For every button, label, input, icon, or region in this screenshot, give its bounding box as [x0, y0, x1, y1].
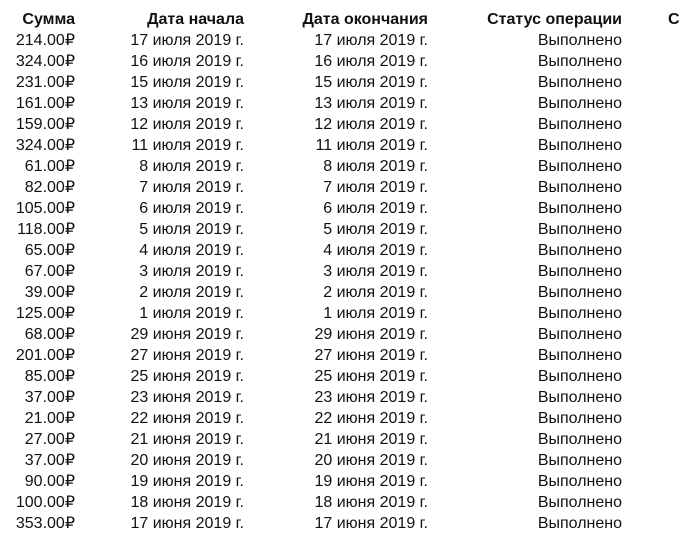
table-row[interactable]: [0, 114, 677, 135]
column-header-status[interactable]: Статус операции: [487, 11, 622, 28]
cell-amount: 159.00₽: [15, 116, 75, 133]
cell-end-date: 13 июля 2019 г.: [314, 95, 428, 112]
cell-start-date: 16 июля 2019 г.: [130, 53, 244, 70]
cell-start-date: 1 июля 2019 г.: [139, 305, 244, 322]
cell-status: Выполнено: [537, 284, 622, 301]
cell-status: Выполнено: [537, 74, 622, 91]
cell-end-date: 12 июля 2019 г.: [314, 116, 428, 133]
cell-start-date: 5 июля 2019 г.: [139, 221, 244, 238]
cell-amount: 37.00₽: [24, 452, 75, 469]
cell-start-date: 23 июня 2019 г.: [130, 389, 244, 406]
cell-status: Выполнено: [537, 53, 622, 70]
cell-end-date: 25 июня 2019 г.: [314, 368, 428, 385]
cell-start-date: 21 июня 2019 г.: [130, 431, 244, 448]
cell-amount: 353.00₽: [15, 515, 75, 532]
cell-start-date: 11 июля 2019 г.: [131, 137, 244, 154]
cell-status: Выполнено: [537, 368, 622, 385]
cell-start-date: 29 июня 2019 г.: [130, 326, 244, 343]
cell-amount: 37.00₽: [24, 389, 75, 406]
cell-end-date: 7 июля 2019 г.: [323, 179, 428, 196]
cell-amount: 85.00₽: [24, 368, 75, 385]
cell-start-date: 7 июля 2019 г.: [139, 179, 244, 196]
cell-end-date: 17 июня 2019 г.: [314, 515, 428, 532]
cell-amount: 65.00₽: [24, 242, 75, 259]
cell-end-date: 6 июля 2019 г.: [323, 200, 428, 217]
table-row[interactable]: [0, 177, 677, 198]
cell-start-date: 6 июля 2019 г.: [139, 200, 244, 217]
cell-amount: 161.00₽: [15, 95, 75, 112]
table-row[interactable]: [0, 51, 677, 72]
table-row[interactable]: [0, 492, 677, 513]
operations-table: [0, 9, 680, 534]
cell-start-date: 17 июня 2019 г.: [130, 515, 244, 532]
cell-start-date: 8 июля 2019 г.: [139, 158, 244, 175]
cell-end-date: 21 июня 2019 г.: [314, 431, 428, 448]
cell-status: Выполнено: [537, 473, 622, 490]
cell-end-date: 18 июня 2019 г.: [314, 494, 428, 511]
table-row[interactable]: [0, 345, 677, 366]
cell-status: Выполнено: [537, 32, 622, 49]
cell-amount: 39.00₽: [24, 284, 75, 301]
table-row[interactable]: [0, 282, 677, 303]
table-row[interactable]: [0, 72, 677, 93]
table-row[interactable]: [0, 135, 677, 156]
cell-status: Выполнено: [537, 116, 622, 133]
cell-status: Выполнено: [537, 494, 622, 511]
cell-status: Выполнено: [537, 200, 622, 217]
cell-amount: 118.00₽: [17, 221, 75, 238]
cell-status: Выполнено: [537, 158, 622, 175]
cell-status: Выполнено: [537, 95, 622, 112]
cell-status: Выполнено: [537, 389, 622, 406]
cell-amount: 82.00₽: [24, 179, 75, 196]
table-row[interactable]: [0, 408, 677, 429]
cell-start-date: 19 июня 2019 г.: [130, 473, 244, 490]
column-header-end-date[interactable]: Дата окончания: [302, 11, 428, 28]
cell-start-date: 12 июля 2019 г.: [130, 116, 244, 133]
cell-end-date: 8 июля 2019 г.: [323, 158, 428, 175]
table-row[interactable]: [0, 450, 677, 471]
table-row[interactable]: [0, 366, 677, 387]
table-row[interactable]: [0, 240, 677, 261]
cell-start-date: 2 июля 2019 г.: [139, 284, 244, 301]
cell-end-date: 19 июня 2019 г.: [314, 473, 428, 490]
table-row[interactable]: [0, 30, 677, 51]
column-header-amount[interactable]: Сумма: [22, 11, 75, 28]
table-row[interactable]: [0, 198, 677, 219]
cell-end-date: 22 июня 2019 г.: [314, 410, 428, 427]
cell-start-date: 15 июля 2019 г.: [130, 74, 244, 91]
cell-status: Выполнено: [537, 347, 622, 364]
cell-start-date: 18 июня 2019 г.: [130, 494, 244, 511]
cell-start-date: 13 июля 2019 г.: [130, 95, 244, 112]
cell-end-date: 20 июня 2019 г.: [314, 452, 428, 469]
cell-end-date: 5 июля 2019 г.: [323, 221, 428, 238]
cell-start-date: 27 июня 2019 г.: [130, 347, 244, 364]
cell-amount: 21.00₽: [24, 410, 75, 427]
table-row[interactable]: [0, 513, 677, 534]
table-row[interactable]: [0, 387, 677, 408]
cell-status: Выполнено: [537, 221, 622, 238]
cell-amount: 105.00₽: [15, 200, 75, 217]
cell-end-date: 29 июня 2019 г.: [314, 326, 428, 343]
cell-amount: 68.00₽: [24, 326, 75, 343]
cell-start-date: 22 июня 2019 г.: [130, 410, 244, 427]
cell-amount: 27.00₽: [24, 431, 75, 448]
cell-amount: 324.00₽: [15, 137, 75, 154]
cell-status: Выполнено: [537, 326, 622, 343]
cell-amount: 90.00₽: [24, 473, 75, 490]
table-header-row: [0, 9, 680, 30]
cell-end-date: 27 июня 2019 г.: [314, 347, 428, 364]
cell-start-date: 17 июля 2019 г.: [130, 32, 244, 49]
cell-start-date: 3 июля 2019 г.: [139, 263, 244, 280]
column-header-start-date[interactable]: Дата начала: [147, 11, 244, 28]
cell-end-date: 2 июля 2019 г.: [323, 284, 428, 301]
table-body: [0, 30, 677, 534]
table-row[interactable]: [0, 156, 677, 177]
cell-end-date: 16 июля 2019 г.: [314, 53, 428, 70]
cell-end-date: 17 июля 2019 г.: [314, 32, 428, 49]
cell-status: Выполнено: [537, 410, 622, 427]
cell-end-date: 1 июля 2019 г.: [323, 305, 428, 322]
cell-status: Выполнено: [537, 515, 622, 532]
table-row[interactable]: [0, 303, 677, 324]
cell-amount: 324.00₽: [15, 53, 75, 70]
cell-status: Выполнено: [537, 242, 622, 259]
cell-end-date: 23 июня 2019 г.: [314, 389, 428, 406]
cell-amount: 100.00₽: [15, 494, 75, 511]
table-row[interactable]: [0, 219, 677, 240]
cell-status: Выполнено: [537, 137, 622, 154]
cell-amount: 61.00₽: [24, 158, 75, 175]
cell-status: Выполнено: [537, 305, 622, 322]
cell-end-date: 3 июля 2019 г.: [323, 263, 428, 280]
cell-end-date: 4 июля 2019 г.: [323, 242, 428, 259]
cell-status: Выполнено: [537, 263, 622, 280]
table-row[interactable]: [0, 471, 677, 492]
cell-start-date: 25 июня 2019 г.: [130, 368, 244, 385]
cell-amount: 201.00₽: [15, 347, 75, 364]
cell-amount: 214.00₽: [15, 32, 75, 49]
cell-amount: 125.00₽: [15, 305, 75, 322]
table-row[interactable]: [0, 261, 677, 282]
cell-start-date: 20 июня 2019 г.: [130, 452, 244, 469]
cell-start-date: 4 июля 2019 г.: [139, 242, 244, 259]
cell-end-date: 11 июля 2019 г.: [315, 137, 428, 154]
table-row[interactable]: [0, 324, 677, 345]
cell-status: Выполнено: [537, 452, 622, 469]
column-header-truncated[interactable]: С: [668, 11, 680, 28]
cell-end-date: 15 июля 2019 г.: [314, 74, 428, 91]
cell-amount: 231.00₽: [15, 74, 75, 91]
table-row[interactable]: [0, 429, 677, 450]
cell-status: Выполнено: [537, 179, 622, 196]
cell-amount: 67.00₽: [24, 263, 75, 280]
cell-status: Выполнено: [537, 431, 622, 448]
table-row[interactable]: [0, 93, 677, 114]
